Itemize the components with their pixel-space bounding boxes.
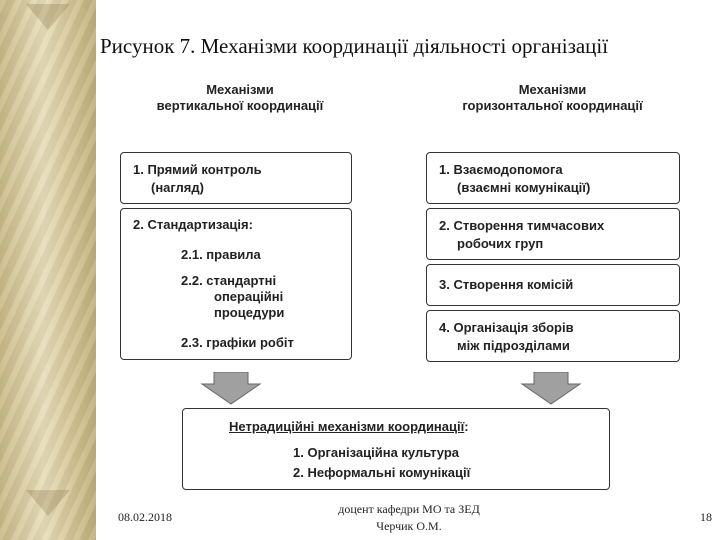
horizontal-box-temp-groups (426, 208, 680, 260)
box-text: робочих груп (457, 236, 544, 251)
horizontal-header-line2: горизонтальної координації (462, 98, 643, 113)
chevron-ornament-icon (26, 490, 70, 516)
box-text: 2. Створення тимчасових (439, 218, 605, 233)
horizontal-header-line1: Механізми (518, 82, 587, 97)
decorative-sidebar (0, 0, 96, 540)
box-text: операційні (214, 289, 284, 304)
box-text: процедури (214, 305, 285, 320)
horizontal-header (425, 82, 680, 114)
box-text: 2. Стандартизація: (133, 217, 253, 232)
box-text: 2.2. стандартні (181, 273, 277, 288)
vertical-box-direct-control (120, 152, 352, 204)
page-number: 18 (700, 510, 712, 524)
footer-date: 08.02.2018 (118, 510, 172, 524)
nontraditional-box (182, 408, 610, 490)
box-text: 1. Організаційна культура (293, 445, 460, 460)
chevron-ornament-icon (26, 4, 70, 30)
horizontal-box-commissions (426, 264, 680, 306)
box-text: 1. Прямий контроль (133, 162, 262, 177)
box-text: між підрозділами (457, 338, 570, 353)
arrow-down-left-icon (200, 372, 262, 406)
nontraditional-title (229, 419, 469, 435)
box-text: 2.1. правила (181, 247, 261, 262)
box-text: 4. Організація зборів (439, 320, 574, 335)
vertical-header-line1: Механізми (206, 82, 274, 97)
nontraditional-title-text: Нетрадиційні механізми координації (229, 419, 465, 434)
coordination-diagram (100, 74, 720, 494)
vertical-header-line2: вертикальної координації (156, 98, 324, 113)
footer-author-line1: доцент кафедри МО та ЗЕД (338, 502, 480, 516)
horizontal-box-meetings (426, 310, 680, 362)
box-text: 2.3. графіки робіт (181, 335, 294, 350)
box-text: (нагляд) (151, 180, 204, 195)
box-text: 2. Неформальні комунікації (293, 465, 471, 480)
box-text: (взаємні комунікації) (457, 180, 591, 195)
slide-title: Рисунок 7. Механізми координації діяльності організації (100, 34, 609, 58)
horizontal-box-mutual-help (426, 152, 680, 204)
nontraditional-title-colon: : (464, 419, 469, 434)
box-text: 1. Взаємодопомога (439, 162, 563, 177)
footer-author-line2: Черчик О.М. (376, 519, 442, 533)
arrow-down-right-icon (520, 372, 582, 406)
box-text: 3. Створення комісій (439, 277, 574, 292)
vertical-box-standardization (120, 208, 352, 360)
vertical-header (120, 82, 360, 114)
footer-author (300, 501, 518, 535)
